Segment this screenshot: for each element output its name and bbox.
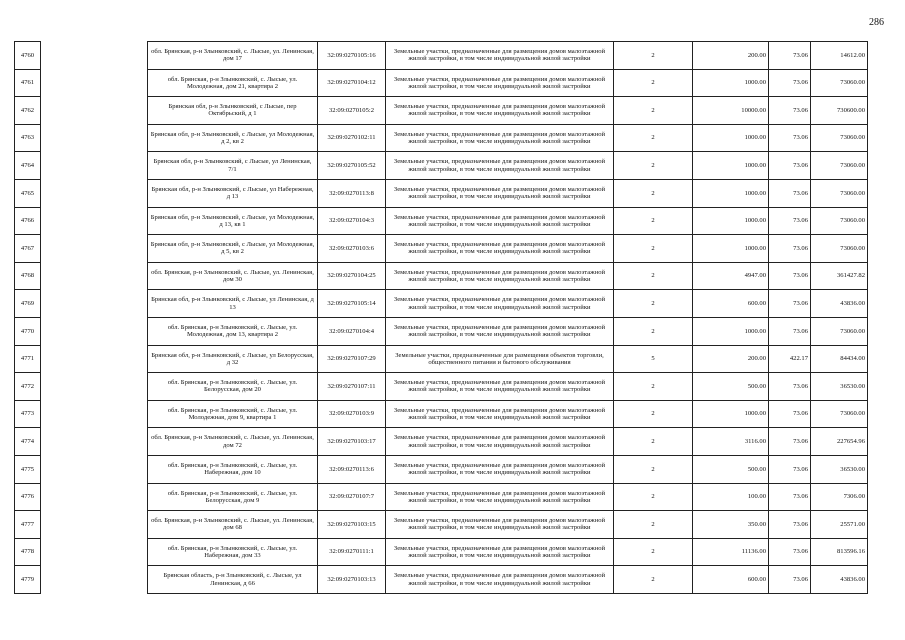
land-use-cell: Земельные участки, предназначенные для размещения домов малоэтажной жилой застройки, в том числе индивидуальной жилой застройки (386, 235, 614, 263)
row-number-cell: 4768 (15, 262, 41, 290)
blank-gap-cell (41, 483, 148, 511)
cadastral-number-cell: 32:09:0270103:6 (318, 235, 386, 263)
area-cell: 200.00 (693, 42, 769, 70)
cadastral-value-cell: 227654.96 (811, 428, 868, 456)
area-cell: 1000.00 (693, 235, 769, 263)
cadastral-value-cell: 361427.82 (811, 262, 868, 290)
cadastral-number-cell: 32:09:0270105:2 (318, 97, 386, 125)
table-row (15, 400, 868, 428)
blank-gap-cell (41, 317, 148, 345)
row-number-cell: 4764 (15, 152, 41, 180)
row-number-cell: 4762 (15, 97, 41, 125)
cadastral-number-cell: 32:09:0270113:6 (318, 455, 386, 483)
group-cell: 2 (614, 152, 693, 180)
table-row (15, 207, 868, 235)
cadastral-number-cell: 32:09:0270103:13 (318, 566, 386, 594)
blank-gap-cell (41, 207, 148, 235)
address-cell: обл. Брянская, р-н Злынковский, с. Лысые, ул. Белорусская, дом 9 (148, 483, 318, 511)
specific-value-cell: 73.06 (769, 207, 811, 235)
cadastral-value-cell: 73060.00 (811, 317, 868, 345)
blank-gap-cell (41, 345, 148, 373)
table-row (15, 290, 868, 318)
cadastral-value-cell: 36530.00 (811, 373, 868, 401)
address-cell: Брянская обл, р-н Злынковский, с Лысые, ул Набережная, д 13 (148, 179, 318, 207)
row-number-cell: 4778 (15, 538, 41, 566)
blank-gap-cell (41, 42, 148, 70)
row-number-cell: 4771 (15, 345, 41, 373)
table-row (15, 345, 868, 373)
area-cell: 600.00 (693, 566, 769, 594)
area-cell: 10000.00 (693, 97, 769, 125)
address-cell: Брянская обл, р-н Злынковский, с Лысые, ул Ленинская, 7/1 (148, 152, 318, 180)
group-cell: 2 (614, 317, 693, 345)
land-use-cell: Земельные участки, предназначенные для размещения домов малоэтажной жилой застройки, в том числе индивидуальной жилой застройки (386, 290, 614, 318)
land-use-cell: Земельные участки, предназначенные для размещения домов малоэтажной жилой застройки, в том числе индивидуальной жилой застройки (386, 566, 614, 594)
table-row (15, 179, 868, 207)
row-number-cell: 4765 (15, 179, 41, 207)
specific-value-cell: 73.06 (769, 290, 811, 318)
land-use-cell: Земельные участки, предназначенные для размещения домов малоэтажной жилой застройки, в том числе индивидуальной жилой застройки (386, 207, 614, 235)
group-cell: 2 (614, 373, 693, 401)
group-cell: 2 (614, 235, 693, 263)
blank-gap-cell (41, 262, 148, 290)
group-cell: 2 (614, 566, 693, 594)
table-row (15, 124, 868, 152)
group-cell: 2 (614, 262, 693, 290)
specific-value-cell: 73.06 (769, 455, 811, 483)
land-use-cell: Земельные участки, предназначенные для размещения домов малоэтажной жилой застройки, в том числе индивидуальной жилой застройки (386, 152, 614, 180)
area-cell: 500.00 (693, 455, 769, 483)
address-cell: обл. Брянская, р-н Злынковский, с. Лысые, ул. Набережная, дом 10 (148, 455, 318, 483)
specific-value-cell: 73.06 (769, 235, 811, 263)
address-cell: обл. Брянская, р-н Злынковский, с. Лысые, ул. Ленинская, дом 72 (148, 428, 318, 456)
land-use-cell: Земельные участки, предназначенные для размещения домов малоэтажной жилой застройки, в том числе индивидуальной жилой застройки (386, 262, 614, 290)
specific-value-cell: 73.06 (769, 428, 811, 456)
cadastral-number-cell: 32:09:0270103:17 (318, 428, 386, 456)
row-number-cell: 4766 (15, 207, 41, 235)
land-use-cell: Земельные участки, предназначенные для размещения домов малоэтажной жилой застройки, в том числе индивидуальной жилой застройки (386, 179, 614, 207)
blank-gap-cell (41, 152, 148, 180)
group-cell: 2 (614, 97, 693, 125)
blank-gap-cell (41, 124, 148, 152)
cadastral-number-cell: 32:09:0270107:11 (318, 373, 386, 401)
row-number-cell: 4772 (15, 373, 41, 401)
row-number-cell: 4761 (15, 69, 41, 97)
address-cell: обл. Брянская, р-н Злынковский, с. Лысые, ул. Молодежная, дом 21, квартира 2 (148, 69, 318, 97)
group-cell: 2 (614, 42, 693, 70)
row-number-cell: 4773 (15, 400, 41, 428)
area-cell: 1000.00 (693, 124, 769, 152)
row-number-cell: 4774 (15, 428, 41, 456)
page-number: 286 (869, 17, 884, 28)
cadastral-value-cell: 73060.00 (811, 400, 868, 428)
group-cell: 2 (614, 290, 693, 318)
cadastral-value-cell: 43836.00 (811, 290, 868, 318)
table-row (15, 317, 868, 345)
land-use-cell: Земельные участки, предназначенные для размещения домов малоэтажной жилой застройки, в том числе индивидуальной жилой застройки (386, 400, 614, 428)
row-number-cell: 4760 (15, 42, 41, 70)
area-cell: 1000.00 (693, 400, 769, 428)
specific-value-cell: 73.06 (769, 42, 811, 70)
specific-value-cell: 73.06 (769, 538, 811, 566)
group-cell: 5 (614, 345, 693, 373)
cadastral-value-table (14, 41, 868, 594)
specific-value-cell: 73.06 (769, 69, 811, 97)
area-cell: 200.00 (693, 345, 769, 373)
land-use-cell: Земельные участки, предназначенные для размещения домов малоэтажной жилой застройки, в том числе индивидуальной жилой застройки (386, 373, 614, 401)
cadastral-value-cell: 73060.00 (811, 179, 868, 207)
address-cell: Брянская обл, р-н Злынковский, с Лысые, ул Молодежная, д 13, кв 1 (148, 207, 318, 235)
blank-gap-cell (41, 179, 148, 207)
specific-value-cell: 73.06 (769, 400, 811, 428)
area-cell: 1000.00 (693, 152, 769, 180)
address-cell: обл. Брянская, р-н Злынковский, с. Лысые, ул. Белорусская, дом 20 (148, 373, 318, 401)
blank-gap-cell (41, 428, 148, 456)
address-cell: Брянская обл, р-н Злынковский, с Лысые, ул Ленинская, д 13 (148, 290, 318, 318)
address-cell: Брянская обл, р-н Злынковский, с Лысые, пер Октябрьский, д 1 (148, 97, 318, 125)
row-number-cell: 4763 (15, 124, 41, 152)
cadastral-value-cell: 36530.00 (811, 455, 868, 483)
cadastral-number-cell: 32:09:0270107:29 (318, 345, 386, 373)
blank-gap-cell (41, 511, 148, 539)
specific-value-cell: 73.06 (769, 179, 811, 207)
row-number-cell: 4775 (15, 455, 41, 483)
cadastral-value-cell: 14612.00 (811, 42, 868, 70)
group-cell: 2 (614, 428, 693, 456)
row-number-cell: 4777 (15, 511, 41, 539)
group-cell: 2 (614, 511, 693, 539)
land-use-cell: Земельные участки, предназначенные для размещения домов малоэтажной жилой застройки, в том числе индивидуальной жилой застройки (386, 124, 614, 152)
specific-value-cell: 73.06 (769, 317, 811, 345)
cadastral-value-cell: 73060.00 (811, 207, 868, 235)
cadastral-value-cell: 7306.00 (811, 483, 868, 511)
row-number-cell: 4767 (15, 235, 41, 263)
group-cell: 2 (614, 124, 693, 152)
address-cell: обл. Брянская, р-н Злынковский, с. Лысые, ул. Молодежная, дом 9, квартира 1 (148, 400, 318, 428)
cadastral-value-cell: 73060.00 (811, 69, 868, 97)
cadastral-value-cell: 73060.00 (811, 235, 868, 263)
row-number-cell: 4776 (15, 483, 41, 511)
area-cell: 600.00 (693, 290, 769, 318)
blank-gap-cell (41, 455, 148, 483)
row-number-cell: 4779 (15, 566, 41, 594)
row-number-cell: 4770 (15, 317, 41, 345)
land-use-cell: Земельные участки, предназначенные для размещения домов малоэтажной жилой застройки, в том числе индивидуальной жилой застройки (386, 511, 614, 539)
cadastral-number-cell: 32:09:0270111:1 (318, 538, 386, 566)
table-row (15, 235, 868, 263)
specific-value-cell: 73.06 (769, 511, 811, 539)
address-cell: Брянская обл, р-н Злынковский, с Лысые, ул Белорусская, д 32 (148, 345, 318, 373)
specific-value-cell: 73.06 (769, 373, 811, 401)
cadastral-number-cell: 32:09:0270113:8 (318, 179, 386, 207)
table-row (15, 511, 868, 539)
area-cell: 1000.00 (693, 69, 769, 97)
cadastral-value-cell: 25571.00 (811, 511, 868, 539)
blank-gap-cell (41, 290, 148, 318)
address-cell: обл. Брянская, р-н Злынковский, с. Лысые, ул. Ленинская, дом 68 (148, 511, 318, 539)
table-row (15, 455, 868, 483)
area-cell: 3116.00 (693, 428, 769, 456)
cadastral-number-cell: 32:09:0270105:14 (318, 290, 386, 318)
cadastral-value-cell: 43836.00 (811, 566, 868, 594)
table-row (15, 373, 868, 401)
table-row (15, 69, 868, 97)
specific-value-cell: 73.06 (769, 152, 811, 180)
group-cell: 2 (614, 455, 693, 483)
cadastral-number-cell: 32:09:0270102:11 (318, 124, 386, 152)
area-cell: 1000.00 (693, 179, 769, 207)
cadastral-value-cell: 84434.00 (811, 345, 868, 373)
land-use-cell: Земельные участки, предназначенные для размещения домов малоэтажной жилой застройки, в том числе индивидуальной жилой застройки (386, 455, 614, 483)
specific-value-cell: 73.06 (769, 483, 811, 511)
cadastral-number-cell: 32:09:0270104:3 (318, 207, 386, 235)
land-use-cell: Земельные участки, предназначенные для размещения домов малоэтажной жилой застройки, в том числе индивидуальной жилой застройки (386, 428, 614, 456)
table-row (15, 538, 868, 566)
cadastral-number-cell: 32:09:0270107:7 (318, 483, 386, 511)
cadastral-number-cell: 32:09:0270104:25 (318, 262, 386, 290)
cadastral-number-cell: 32:09:0270103:15 (318, 511, 386, 539)
address-cell: обл. Брянская, р-н Злынковский, с. Лысые, ул. Ленинская, дом 17 (148, 42, 318, 70)
blank-gap-cell (41, 538, 148, 566)
specific-value-cell: 73.06 (769, 566, 811, 594)
land-use-cell: Земельные участки, предназначенные для размещения домов малоэтажной жилой застройки, в том числе индивидуальной жилой застройки (386, 42, 614, 70)
land-use-cell: Земельные участки, предназначенные для размещения объектов торговли, общественного питания и бытового обслуживания (386, 345, 614, 373)
area-cell: 1000.00 (693, 207, 769, 235)
blank-gap-cell (41, 235, 148, 263)
cadastral-number-cell: 32:09:0270104:4 (318, 317, 386, 345)
group-cell: 2 (614, 538, 693, 566)
area-cell: 1000.00 (693, 317, 769, 345)
table-row (15, 42, 868, 70)
table-row (15, 566, 868, 594)
group-cell: 2 (614, 179, 693, 207)
address-cell: Брянская обл, р-н Злынковский, с Лысые, ул Молодежная, д 5, кв 2 (148, 235, 318, 263)
cadastral-value-cell: 813596.16 (811, 538, 868, 566)
land-use-cell: Земельные участки, предназначенные для размещения домов малоэтажной жилой застройки, в том числе индивидуальной жилой застройки (386, 317, 614, 345)
cadastral-value-cell: 73060.00 (811, 152, 868, 180)
cadastral-number-cell: 32:09:0270105:52 (318, 152, 386, 180)
specific-value-cell: 422.17 (769, 345, 811, 373)
area-cell: 350.00 (693, 511, 769, 539)
cadastral-value-cell: 730600.00 (811, 97, 868, 125)
cadastral-value-cell: 73060.00 (811, 124, 868, 152)
area-cell: 11136.00 (693, 538, 769, 566)
area-cell: 500.00 (693, 373, 769, 401)
group-cell: 2 (614, 69, 693, 97)
group-cell: 2 (614, 400, 693, 428)
table-row (15, 483, 868, 511)
land-use-cell: Земельные участки, предназначенные для размещения домов малоэтажной жилой застройки, в том числе индивидуальной жилой застройки (386, 97, 614, 125)
row-number-cell: 4769 (15, 290, 41, 318)
blank-gap-cell (41, 97, 148, 125)
address-cell: Брянская обл, р-н Злынковский, с Лысые, ул Молодежная, д 2, кв 2 (148, 124, 318, 152)
blank-gap-cell (41, 566, 148, 594)
specific-value-cell: 73.06 (769, 262, 811, 290)
table-row (15, 97, 868, 125)
address-cell: Брянская область, р-н Злынковский, с. Лысые, ул Ленинская, д 66 (148, 566, 318, 594)
specific-value-cell: 73.06 (769, 124, 811, 152)
blank-gap-cell (41, 373, 148, 401)
group-cell: 2 (614, 483, 693, 511)
land-use-cell: Земельные участки, предназначенные для размещения домов малоэтажной жилой застройки, в том числе индивидуальной жилой застройки (386, 69, 614, 97)
land-use-cell: Земельные участки, предназначенные для размещения домов малоэтажной жилой застройки, в том числе индивидуальной жилой застройки (386, 538, 614, 566)
group-cell: 2 (614, 207, 693, 235)
area-cell: 4947.00 (693, 262, 769, 290)
address-cell: обл. Брянская, р-н Злынковский, с. Лысые, ул. Набережная, дом 33 (148, 538, 318, 566)
address-cell: обл. Брянская, р-н Злынковский, с. Лысые, ул. Молодежная, дом 13, квартира 2 (148, 317, 318, 345)
blank-gap-cell (41, 69, 148, 97)
area-cell: 100.00 (693, 483, 769, 511)
blank-gap-cell (41, 400, 148, 428)
table-row (15, 152, 868, 180)
land-use-cell: Земельные участки, предназначенные для размещения домов малоэтажной жилой застройки, в том числе индивидуальной жилой застройки (386, 483, 614, 511)
table-row (15, 262, 868, 290)
table-row (15, 428, 868, 456)
cadastral-number-cell: 32:09:0270103:9 (318, 400, 386, 428)
table-body (15, 42, 868, 594)
address-cell: обл. Брянская, р-н Злынковский, с. Лысые, ул. Ленинская, дом 30 (148, 262, 318, 290)
cadastral-number-cell: 32:09:0270105:16 (318, 42, 386, 70)
specific-value-cell: 73.06 (769, 97, 811, 125)
cadastral-number-cell: 32:09:0270104:12 (318, 69, 386, 97)
